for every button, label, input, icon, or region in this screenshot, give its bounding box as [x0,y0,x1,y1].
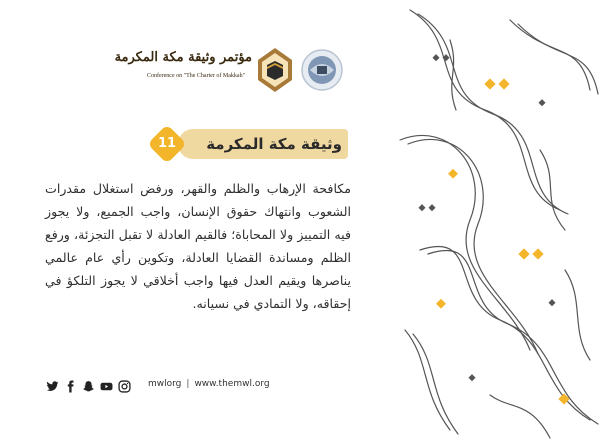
youtube-icon[interactable] [100,378,113,391]
footer [46,378,286,396]
facebook-icon[interactable] [64,378,77,391]
kaaba-logo-icon [254,46,296,94]
instagram-icon[interactable] [118,378,131,391]
conference-title-english: Conference on "The Charter of Makkah" [146,73,246,79]
footer-separator: | [186,379,190,389]
twitter-icon[interactable] [46,378,59,391]
calligraphy-art-icon [390,0,600,440]
article-paragraph: مكافحة الإرهاب والظلم والقهر، ورفض استغلال مقدرات الشعوب وانتهاك حقوق الإنسان، واجب الجميع، ولا يجوز فيه التمييز ولا المحاباة؛ فالقيم العادلة لا تقبل التجزئة، ورفع الظلم ومساندة القضايا العادلة، وتكوين رأي عام عالمي يناصرها ويقيم العدل فيها واجب أخلاقي لا يجوز التلكؤ في إحقاقه، ولا التمادي في نسيانه. [45,181,351,311]
title-text: وثيقة مكة المكرمة [206,135,342,153]
snapchat-icon[interactable] [82,378,95,391]
header-logos [114,46,350,101]
conference-title-arabic: مؤتمر وثيقة مكة المكرمة [114,50,252,65]
article-number: 11 [157,136,177,151]
calligraphy-decoration [390,0,600,440]
footer-website[interactable]: www.themwl.org [194,379,270,389]
charter-title [150,127,350,161]
mwl-logo-icon [300,46,344,94]
footer-links [148,379,270,389]
social-icons [46,378,131,391]
footer-handle[interactable]: mwlorg [148,379,182,389]
